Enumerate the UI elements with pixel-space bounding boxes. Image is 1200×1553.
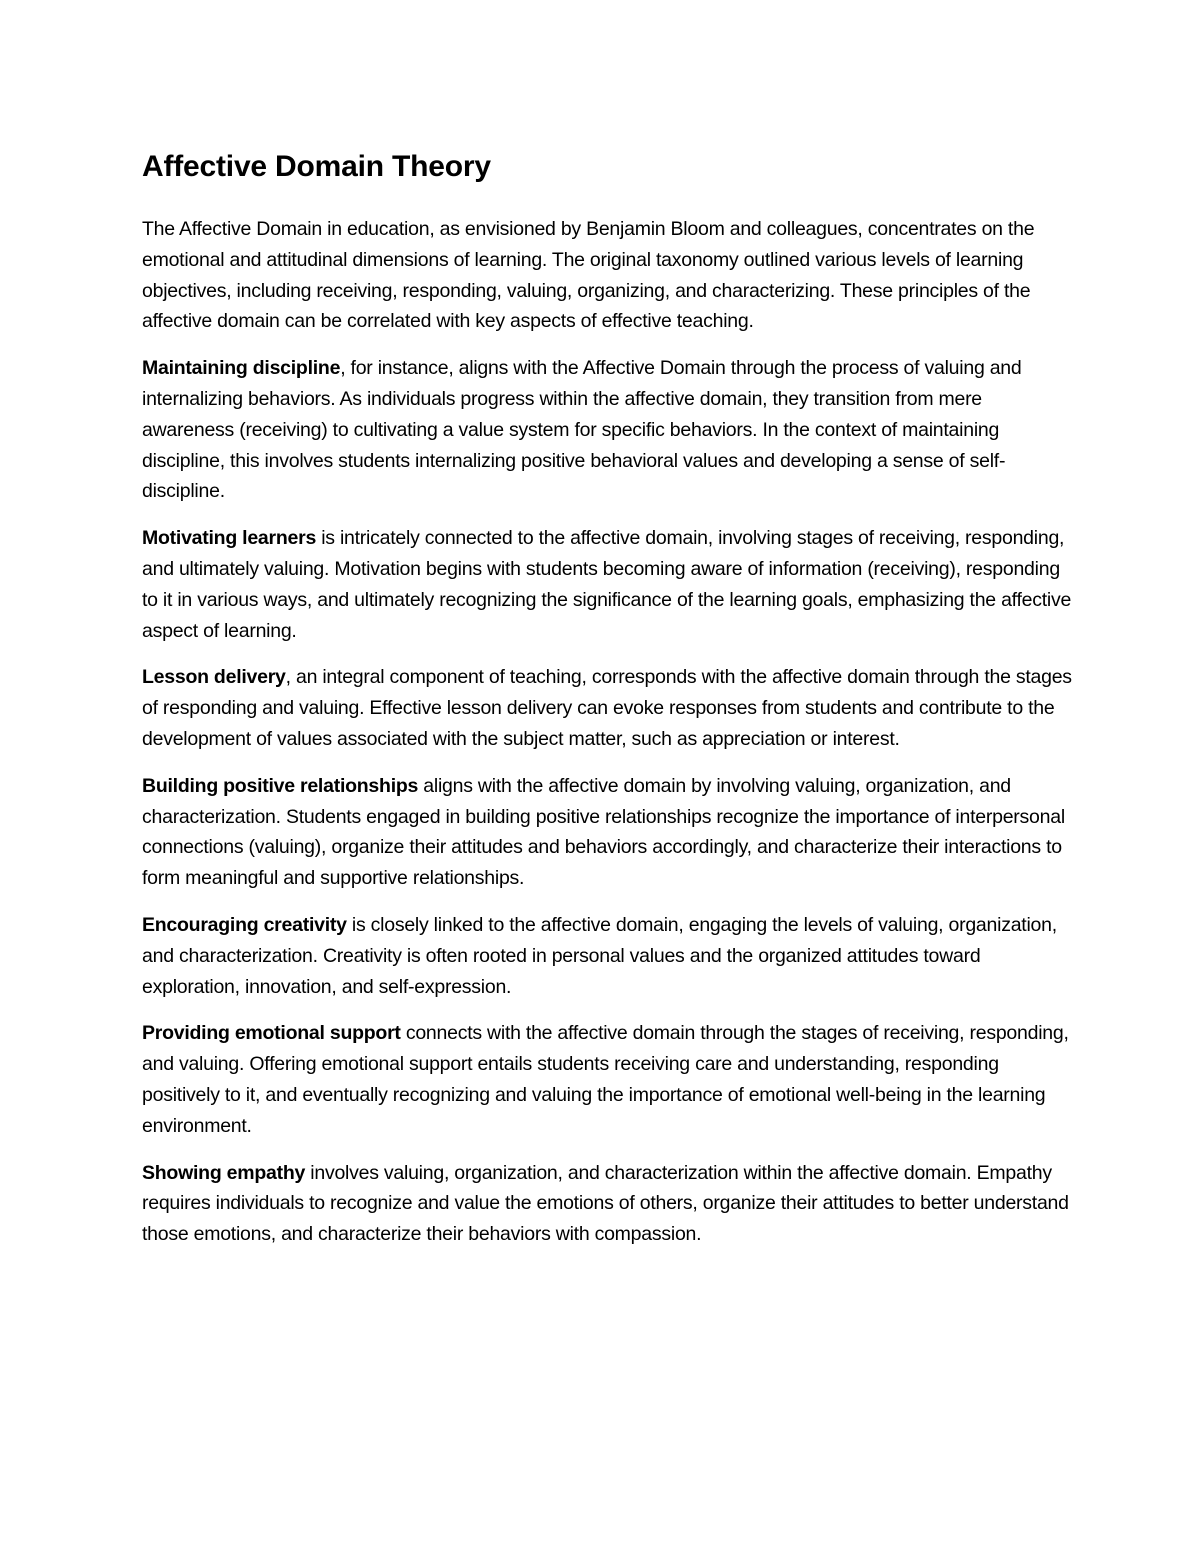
section-lead: Maintaining discipline: [142, 357, 341, 380]
section-paragraph-building-relationships: [142, 771, 1072, 894]
section-paragraph-encouraging-creativity: [142, 910, 1072, 1002]
section-paragraph-motivating-learners: [142, 523, 1072, 646]
section-lead: Providing emotional support: [142, 1022, 401, 1045]
section-lead: Showing empathy: [142, 1161, 306, 1184]
section-paragraph-maintaining-discipline: [142, 353, 1072, 507]
section-text: connects with the affective domain through the stages of receiving, responding, and valuing. Offering emotional support entails students receiving care and understanding, responding positively to it, and eventually recognizing and valuing the importance of emotional well-being in the learning environment.: [142, 1022, 1069, 1137]
section-paragraph-lesson-delivery: [142, 662, 1072, 754]
section-text: , an integral component of teaching, corresponds with the affective domain through the stages of responding and valuing. Effective lesson delivery can evoke responses from students and contribute to the development of values associated with the subject matter, such as appreciation or interest.: [142, 666, 1072, 750]
section-lead: Lesson delivery: [142, 666, 286, 689]
section-lead: Motivating learners: [142, 527, 317, 550]
section-text: is closely linked to the affective domain, engaging the levels of valuing, organization, and characterization. Creativity is often rooted in personal values and the organized attitudes toward exploration, innovation, and self-expression.: [142, 913, 1057, 998]
section-text: is intricately connected to the affective domain, involving stages of receiving, responding, and ultimately valuing. Motivation begins with students becoming aware of information (receiving), responding to it in various ways, and ultimately recognizing the significance of the learning goals, emphasizing the affective aspect of learning.: [142, 527, 1072, 642]
section-lead: Building positive relationships: [142, 774, 419, 797]
section-text: , for instance, aligns with the Affective Domain through the process of valuing and internalizing behaviors. As individuals progress within the affective domain, they transition from mere awareness (receiving) to cultivating a value system for specific behaviors. In the context of maintaining discipline, this involves students internalizing positive behavioral values and developing a sense of self-discipline.: [142, 357, 1022, 503]
section-lead: Encouraging creativity: [142, 913, 347, 936]
document-body: [142, 140, 1072, 1266]
section-paragraph-showing-empathy: [142, 1158, 1072, 1250]
document-title: Affective Domain Theory: [142, 150, 491, 183]
section-text: involves valuing, organization, and characterization within the affective domain. Empathy requires individuals to recognize and value the emotions of others, organize their attitudes to better understand those emotions, and characterize their behaviors with compassion.: [142, 1161, 1069, 1246]
intro-paragraph: The Affective Domain in education, as envisioned by Benjamin Bloom and colleagues, concentrates on the emotional and attitudinal dimensions of learning. The original taxonomy outlined various levels of learning objectives, including receiving, responding, valuing, organizing, and characterizing. These principles of the affective domain can be correlated with key aspects of effective teaching.: [142, 218, 1035, 333]
section-text: aligns with the affective domain by involving valuing, organization, and characterization. Students engaged in building positive relationships recognize the importance of interpersonal connections (valuing), organize their attitudes and behaviors accordingly, and characterize their interactions to form meaningful and supportive relationships.: [142, 774, 1065, 890]
section-paragraph-emotional-support: [142, 1018, 1072, 1141]
